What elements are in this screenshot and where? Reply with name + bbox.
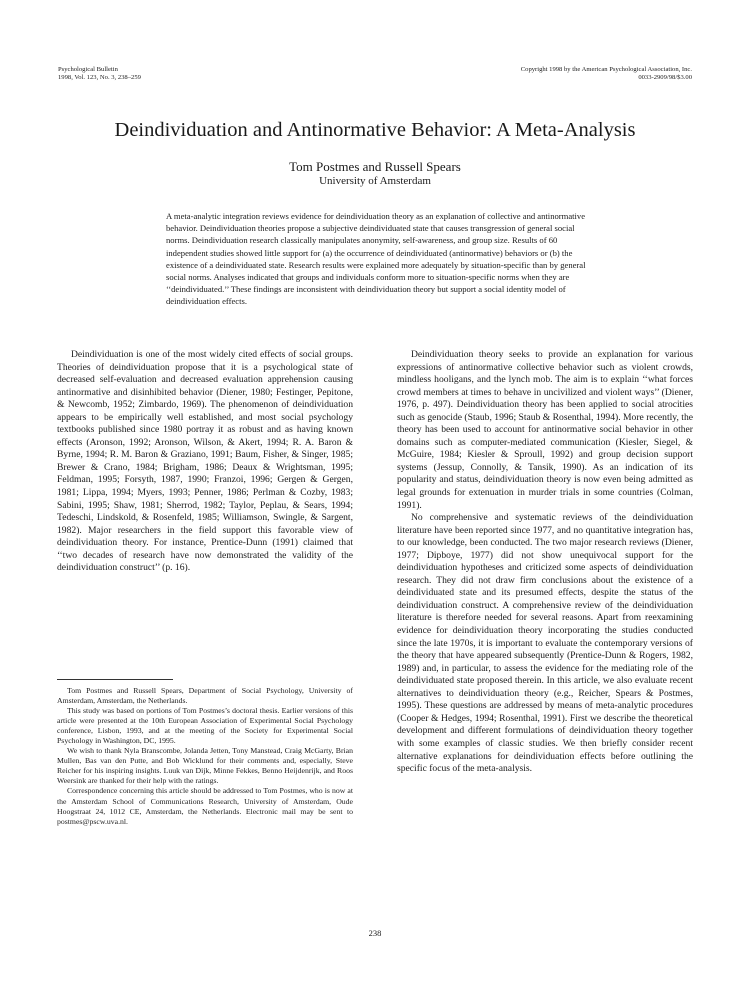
footnote-thesis-note: This study was based on portions of Tom Postmes’s doctoral thesis. Earlier versions of this article were presented at the 10th European Association of Experimental Social Psychology conference, Lisbon, 1993, and at the meeting of the Society for Experimental Social Psychology in Washington, DC, 1995. <box>57 706 353 746</box>
footnote-correspondence: Correspondence concerning this article should be addressed to Tom Postmes, who is now at the Amsterdam School of Communications Research, University of Amsterdam, Oude Hoogstraat 24, 1012 CE, Amsterdam, the Netherlands. Electronic mail may be sent to postmes@pscw.uva.nl. <box>57 786 353 826</box>
author-affiliation: University of Amsterdam <box>319 175 431 187</box>
volume-info: 1998, Vol. 123, No. 3, 238–259 <box>58 74 141 81</box>
footnote-divider <box>57 679 173 680</box>
issn-code: 0033-2909/98/$3.00 <box>638 74 692 81</box>
copyright-line: Copyright 1998 by the American Psychological Association, Inc. <box>520 66 692 73</box>
body-paragraph: No comprehensive and systematic reviews of the deindividuation literature have been reported since 1977, and no quantitative integration has, to our knowledge, been conducted. The two major research reviews (Diener, 1977; Dipboye, 1977) did not show unequivocal support for the deindividuation hypotheses and criticized some aspects of deindividuation research. They did not draw firm conclusions about the existence of a deindividuated state and its presumed effects, despite the status of the deindividuation construct. A comprehensive review of the deindividuation literature is therefore needed for several reasons. Apart from reexamining evidence for deindividuation theory incorporating the studies conducted since the late 1970s, it is important to evaluate the contemporary versions of the theory that have appeared subsequently (Prentice-Dunn & Rogers, 1982, 1989) and, in particular, to assess the evidence for the mediating role of the deindividuated state proposed therein. In this article, we also evaluate recent alternatives to deindividuation theory (e.g., Reicher, Spears & Postmes, 1995). These questions are addressed by means of meta-analytic procedures (Cooper & Hedges, 1994; Rosenthal, 1991). First we describe the theoretical development and different formulations of deindividuation theory together with some examples of classic studies. We then briefly consider recent alternative explanations for deindividuation effects before outlining the specific focus of the meta-analysis. <box>397 512 693 775</box>
footnote-affiliation: Tom Postmes and Russell Spears, Department of Social Psychology, University of Amsterdam, Amsterdam, the Netherlands. <box>57 686 353 706</box>
author-names: Tom Postmes and Russell Spears <box>289 159 461 174</box>
article-title: Deindividuation and Antinormative Behavior: A Meta-Analysis <box>114 119 636 141</box>
footnotes <box>57 686 353 827</box>
body-column-left <box>57 349 353 575</box>
page-number: 238 <box>368 928 382 938</box>
footnote-acknowledgments: We wish to thank Nyla Branscombe, Jolanda Jetten, Tony Manstead, Craig McGarty, Brian Mullen, Bas van den Putte, and Bob Wicklund for their comments and, especially, Steve Reicher for his inspiring insights. Luuk van Dijk, Minne Fekkes, Benno Heijdenrijk, and Roos Weersink are thanked for their help with the ratings. <box>57 746 353 786</box>
abstract: A meta-analytic integration reviews evidence for deindividuation theory as an explanation of collective and antinormative behavior. Deindividuation theories propose a subjective deindividuated state that causes transgression of general social norms. Deindividuation research classically manipulates anonymity, self-awareness, and group size. Results of 60 independent studies showed little support for (a) the occurrence of deindividuated (antinormative) behaviors or (b) the existence of a deindividuated state. Research results were explained more adequately by situation-specific than by general social norms. Analyses indicated that groups and individuals conform more to situation-specific norms when they are ‘‘deindividuated.’’ These findings are inconsistent with deindividuation theory but support a social identity model of deindividuation effects. <box>166 211 586 307</box>
body-column-right <box>397 349 693 776</box>
journal-name: Psychological Bulletin <box>58 66 118 73</box>
body-paragraph: Deindividuation is one of the most widely cited effects of social groups. Theories of deindividuation propose that it is a psychological state of decreased self-evaluation and decreased evaluation apprehension causing antinormative and disinhibited behavior (Diener, 1980; Festinger, Pepitone, & Newcomb, 1952; Zimbardo, 1969). The phenomenon of deindividuation appears to be empirically well established, and most social psychology textbooks published since 1980 portray it as robust and as having known effects (Aronson, 1992; Aronson, Wilson, & Akert, 1994; R. A. Baron & Byrne, 1994; R. M. Baron & Graziano, 1991; Baum, Fisher, & Singer, 1985; Brewer & Crano, 1984; Brigham, 1986; Deaux & Wrightsman, 1995; Feldman, 1995; Forsyth, 1987, 1990; Franzoi, 1996; Gergen & Gergen, 1981; Lippa, 1994; Myers, 1993; Penner, 1986; Perlman & Cozby, 1983; Sabini, 1995; Shaw, 1981; Sherrod, 1982; Taylor, Peplau, & Sears, 1994; Tedeschi, Lindskold, & Rosenfeld, 1985; Williamson, Swingle, & Sargent, 1982). Major researchers in the field support this favorable view of deindividuation theory. For instance, Prentice-Dunn (1991) claimed that ‘‘two decades of research have now demonstrated the validity of the deindividuation construct’’ (p. 16). <box>57 349 353 574</box>
body-paragraph: Deindividuation theory seeks to provide an explanation for various expressions of antinormative collective behavior such as violent crowds, mindless hooligans, and the lynch mob. The aim is to explain ‘‘what forces crowd members at times to behave in uncivilized and violent ways’’ (Diener, 1976, p. 497). Deindividuation theory has been applied to social atrocities such as genocide (Staub, 1996; Staub & Rosenthal, 1994). More recently, the theory has been used to account for antinormative social behavior in other domains such as computer-mediated communication (Kiesler, Siegel, & McGuire, 1984; Kiesler & Sproull, 1992) and group decision support systems (Jessup, Connolly, & Tansik, 1990). As an indication of its popularity and status, deindividuation theory is now even being admitted as legal grounds for extenuation in murder trials in some countries (Colman, 1991). <box>397 349 693 511</box>
journal-header <box>58 66 141 82</box>
copyright-header <box>521 66 692 82</box>
